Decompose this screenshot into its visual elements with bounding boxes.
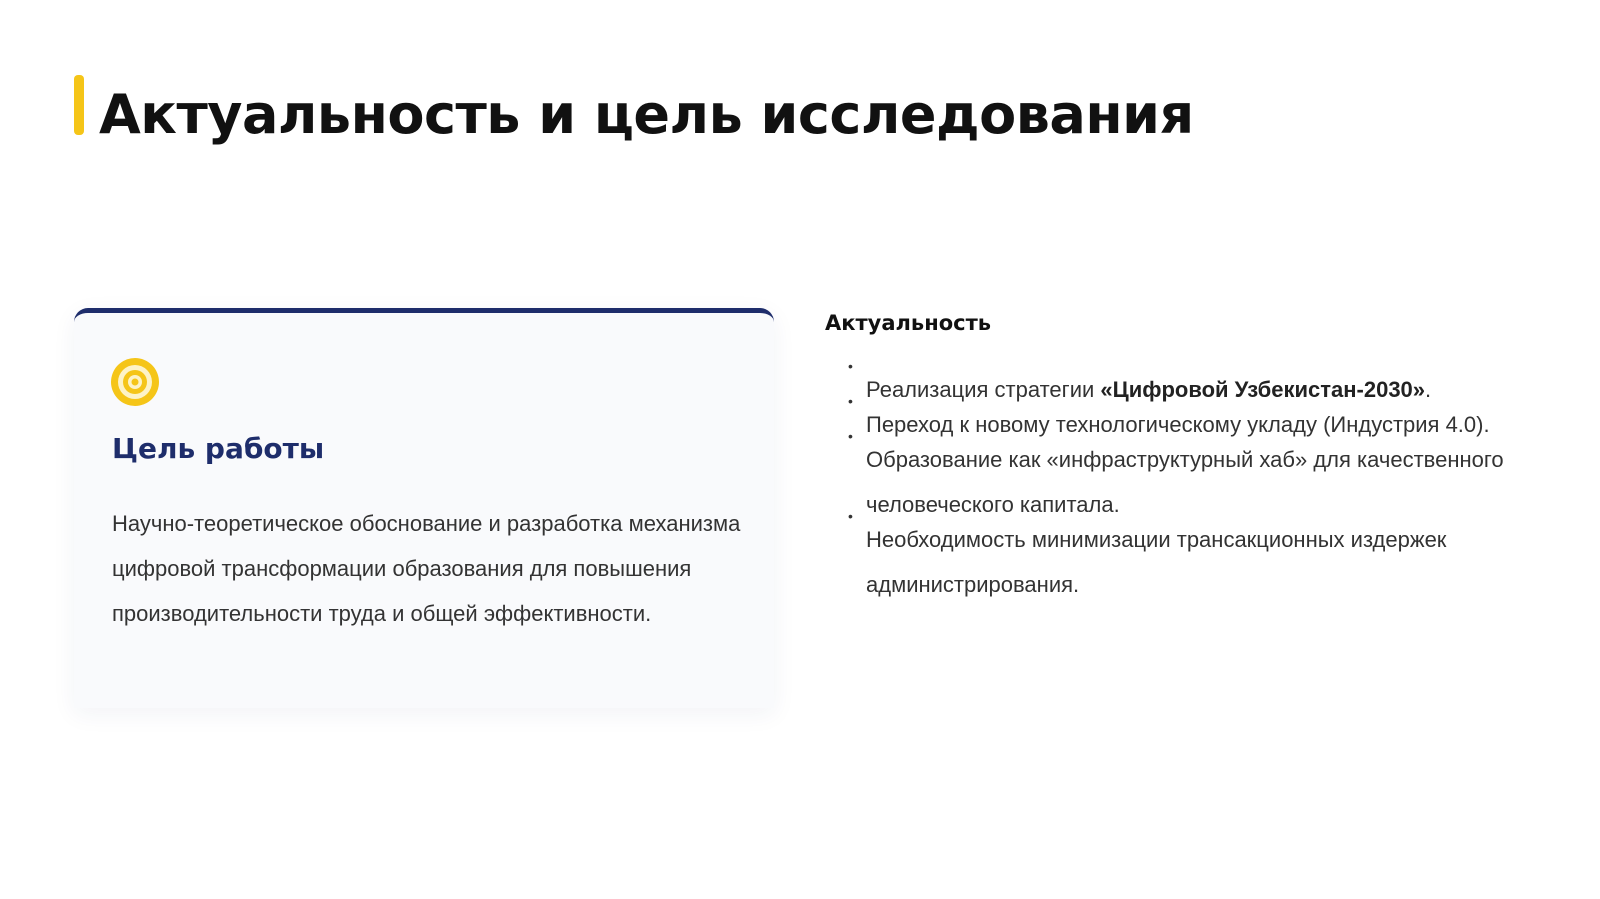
page-title: Актуальность и цель исследования <box>99 83 1194 146</box>
bullet-dot-icon: • <box>848 393 853 409</box>
bullet-text-prefix: Реализация стратегии <box>866 377 1101 402</box>
goal-card-title: Цель работы <box>112 432 325 465</box>
bullet-text: Образование как «инфраструктурный хаб» для качественного человеческого капитала. <box>866 447 1504 517</box>
bullet-dot-icon: • <box>848 428 853 444</box>
goal-card-text: Научно-теоретическое обоснование и разработка механизма цифровой трансформации образования для повышения производительности труда и общей эффективности. <box>112 511 741 626</box>
target-icon <box>110 357 160 407</box>
bullet-text-suffix: . <box>1425 377 1432 402</box>
relevance-list <box>848 358 1586 597</box>
relevance-title: Актуальность <box>825 311 992 335</box>
bullet-dot-icon: • <box>848 508 853 524</box>
list-item <box>848 508 1586 607</box>
goal-card <box>74 308 774 708</box>
bullet-text-bold: «Цифровой Узбекистан-2030» <box>1100 377 1426 402</box>
bullet-dot-icon: • <box>848 358 853 374</box>
bullet-text: Переход к новому технологическому укладу (Индустрия 4.0). <box>866 412 1490 437</box>
bullet-text: Необходимость минимизации трансакционных издержек администрирования. <box>866 527 1447 597</box>
list-item <box>848 428 1586 527</box>
title-accent-bar <box>74 75 84 135</box>
